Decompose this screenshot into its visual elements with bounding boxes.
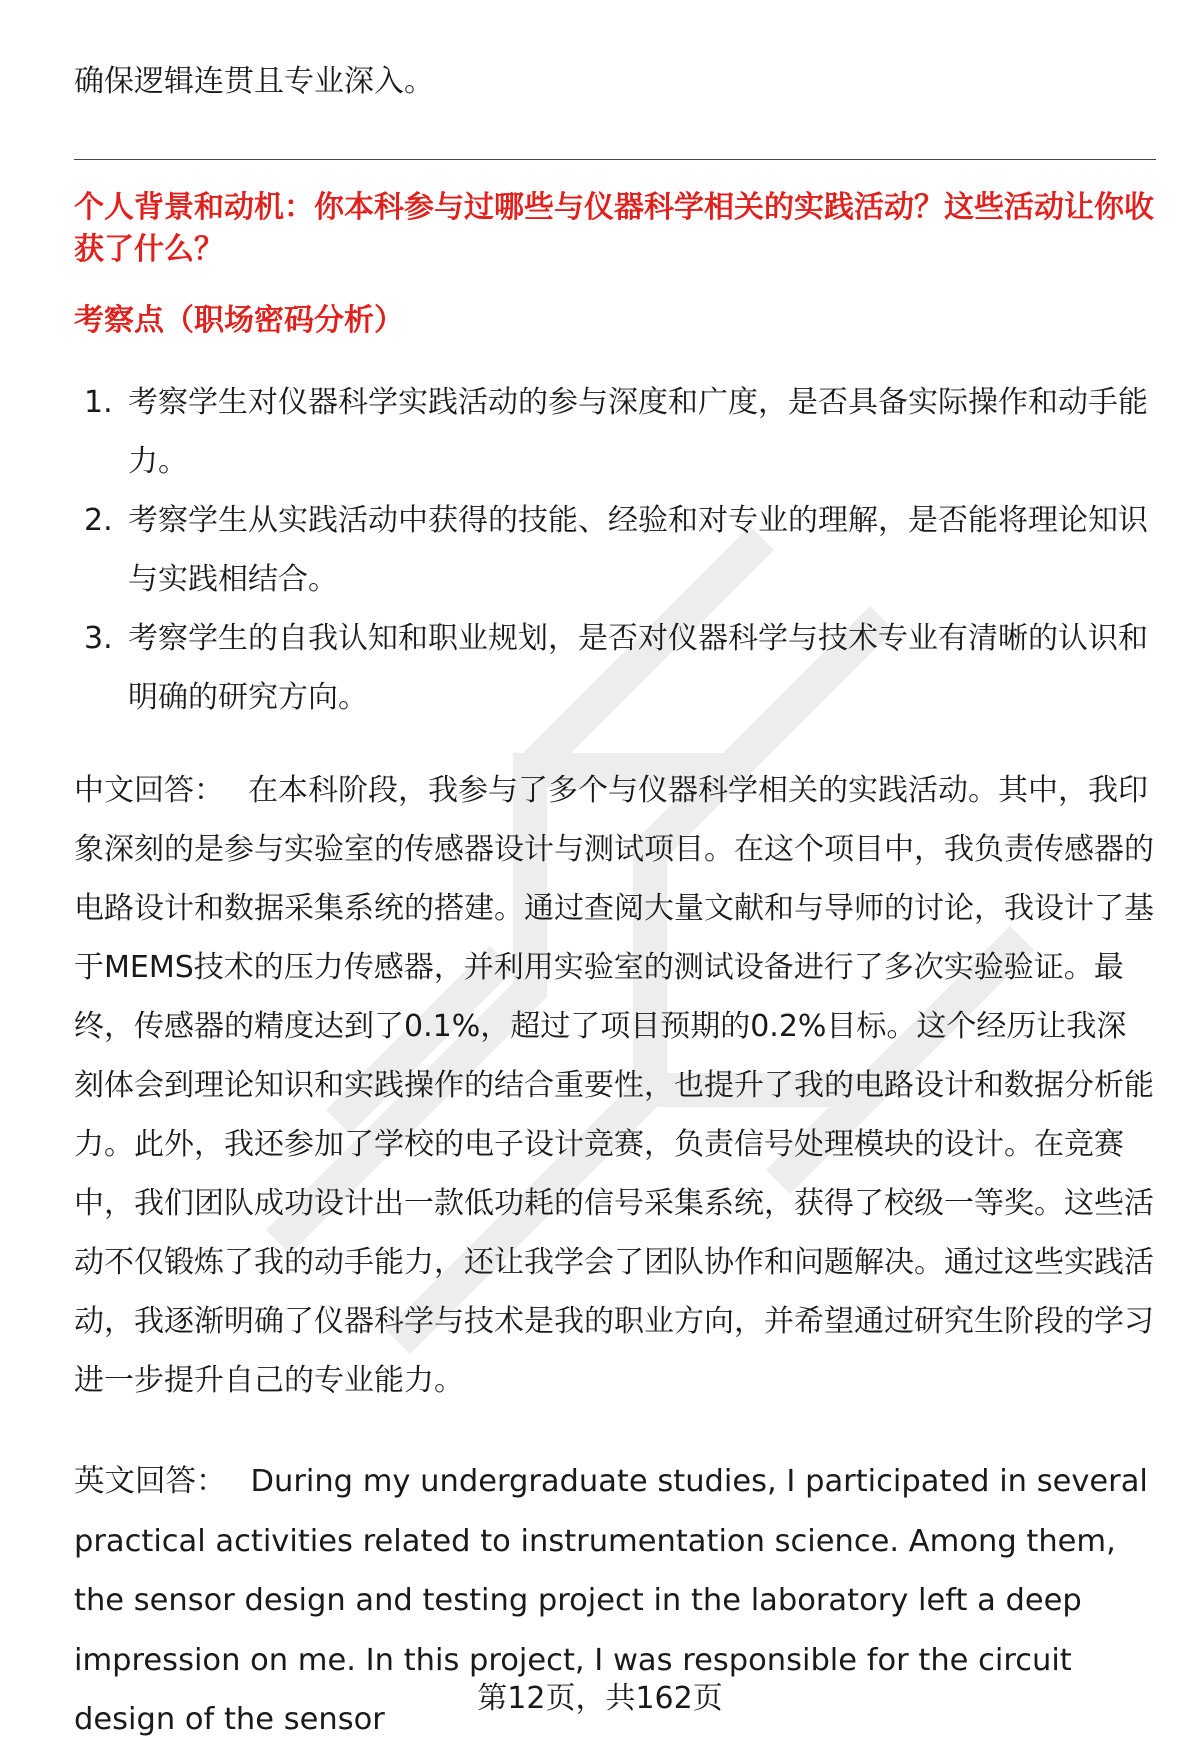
exam-point-item xyxy=(74,609,1156,727)
exam-point-text: 考察学生对仪器科学实践活动的参与深度和广度，是否具备实际操作和动手能力。 xyxy=(128,385,1148,479)
page-footer: 第12页，共162页 xyxy=(477,1681,723,1716)
english-answer-text: During my undergraduate studies, I participated in several practical activities related to instrumentation science. Among them, the sensor design and testing project in the laboratory left a deep impression on me. In this project, I was responsible for the circuit design of the sensor xyxy=(74,1464,1148,1737)
english-answer-label: 英文回答： xyxy=(74,1464,227,1499)
chinese-answer-label: 中文回答： xyxy=(74,773,224,808)
question-heading: 个人背景和动机：你本科参与过哪些与仪器科学相关的实践活动？这些活动让你收获了什么？ xyxy=(74,190,1154,267)
exam-point-number: 3. xyxy=(84,621,113,656)
chinese-answer-text: 在本科阶段，我参与了多个与仪器科学相关的实践活动。其中，我印象深刻的是参与实验室的传感器设计与测试项目。在这个项目中，我负责传感器的电路设计和数据采集系统的搭建。通过查阅大量文献和与导师的讨论，我设计了基于MEMS技术的压力传感器，并利用实验室的测试设备进行了多次实验验证。最终，传感器的精度达到了0.1%，超过了项目预期的0.2%目标。这个经历让我深刻体会到理论知识和实践操作的结合重要性，也提升了我的电路设计和数据分析能力。此外，我还参加了学校的电子设计竞赛，负责信号处理模块的设计。在竞赛中，我们团队成功设计出一款低功耗的信号采集系统，获得了校级一等奖。这些活动不仅锻炼了我的动手能力，还让我学会了团队协作和问题解决。通过这些实践活动，我逐渐明确了仪器科学与技术是我的职业方向，并希望通过研究生阶段的学习进一步提升自己的专业能力。 xyxy=(74,773,1154,1398)
exam-point-text: 考察学生从实践活动中获得的技能、经验和对专业的理解，是否能将理论知识与实践相结合。 xyxy=(128,503,1148,597)
exam-point-text: 考察学生的自我认知和职业规划，是否对仪器科学与技术专业有清晰的认识和明确的研究方向。 xyxy=(128,621,1148,715)
chinese-answer xyxy=(74,761,1154,1410)
exam-point-item xyxy=(74,373,1156,491)
exam-point-item xyxy=(74,491,1156,609)
exam-points-title: 考察点（职场密码分析） xyxy=(74,303,404,338)
exam-point-number: 1. xyxy=(84,385,113,420)
section-divider xyxy=(74,159,1156,160)
exam-points-list xyxy=(74,373,1156,727)
exam-point-number: 2. xyxy=(84,503,113,538)
lead-line: 确保逻辑连贯且专业深入。 xyxy=(74,64,434,99)
